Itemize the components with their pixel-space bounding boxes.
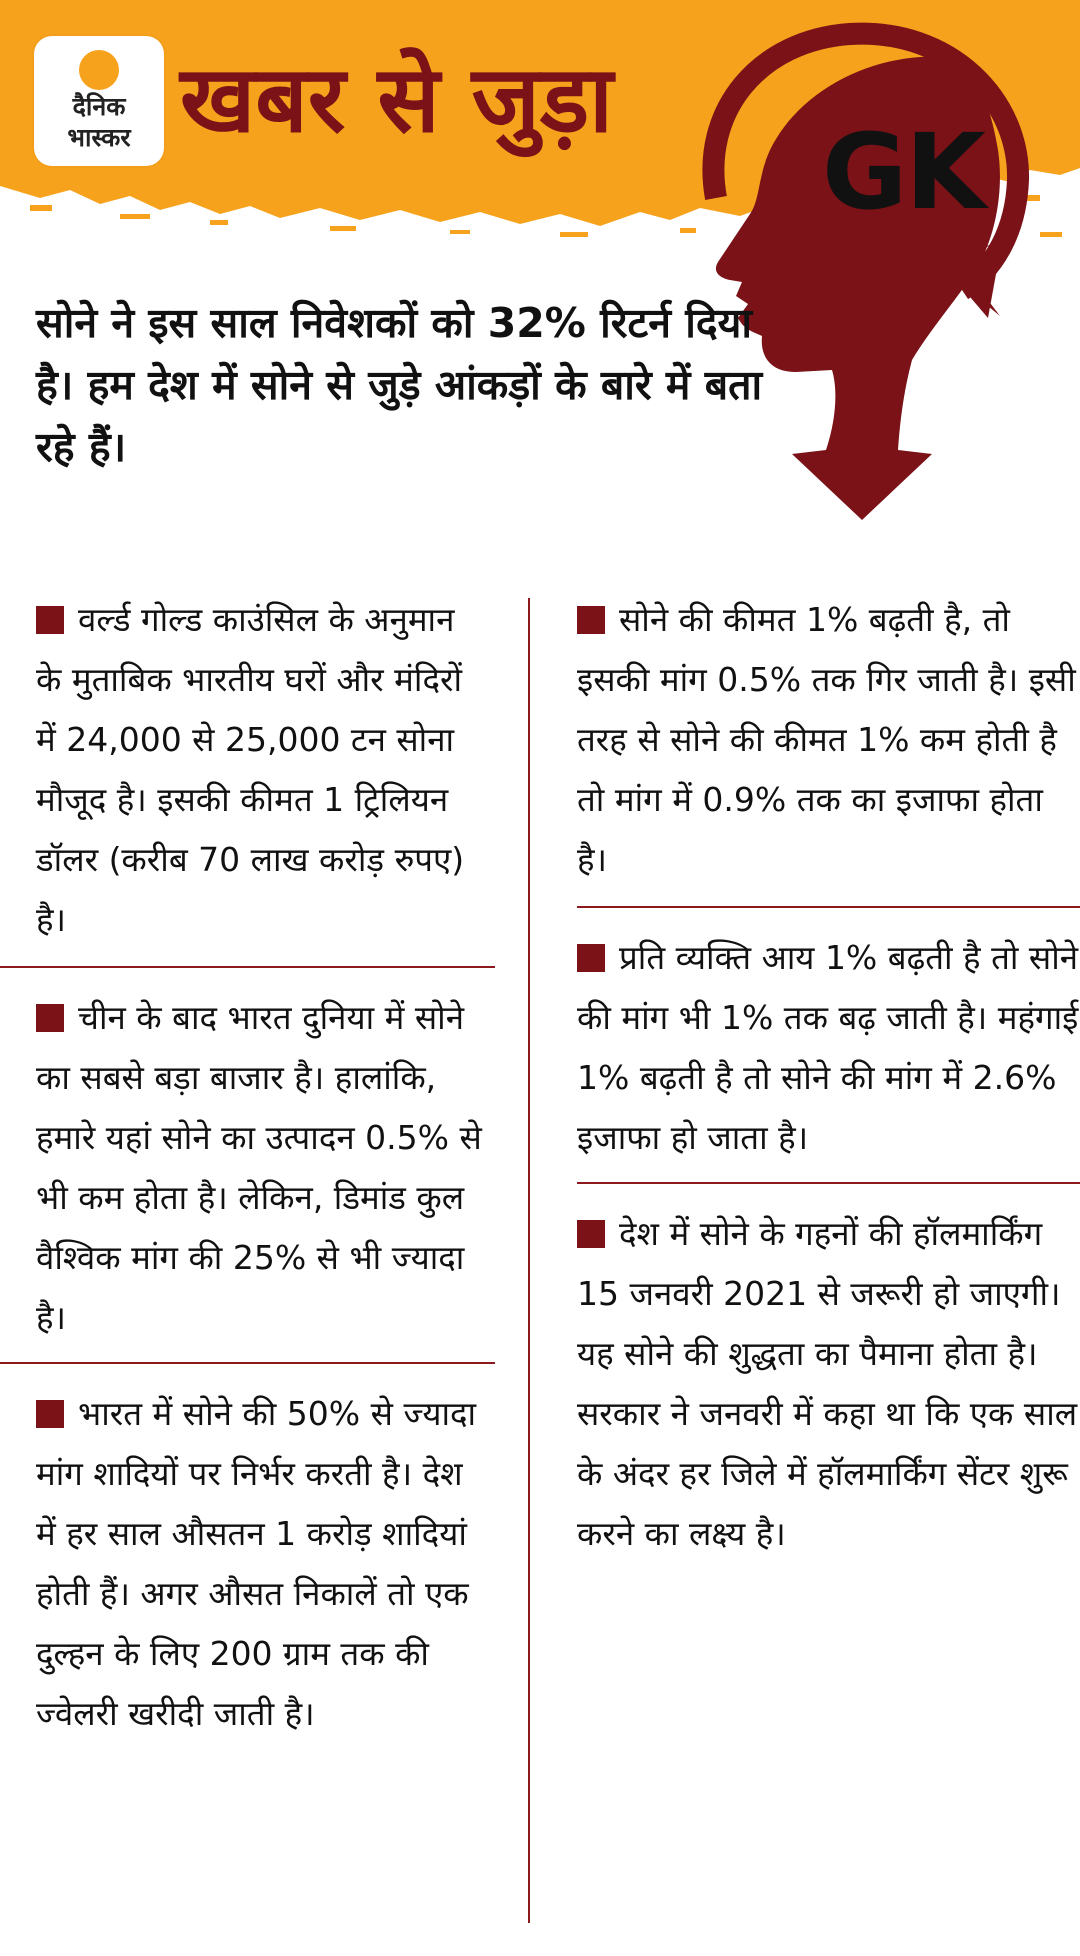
- square-bullet-icon: [577, 606, 605, 634]
- sun-icon: [79, 50, 119, 90]
- fact-text: वर्ल्ड गोल्ड काउंसिल के अनुमान के मुताबिक भारतीय घरों और मंदिरों में 24,000 से 25,000 टन सोना मौजूद है। इसकी कीमत 1 ट्रिलियन डॉलर (करीब 70 लाख करोड़ रुपए) है।: [36, 600, 465, 939]
- fact-text: भारत में सोने की 50% से ज्यादा मांग शादियों पर निर्भर करती है। देश में हर साल औसतन 1 करोड़ शादियां होती हैं। अगर औसत निकालें तो एक दुल्हन के लिए 200 ग्राम तक की ज्वेलरी खरीदी जाती है।: [36, 1394, 477, 1733]
- fact-item: [0, 1364, 495, 1744]
- fact-item: [577, 590, 1080, 906]
- square-bullet-icon: [577, 1220, 605, 1248]
- fact-item: [577, 1184, 1080, 1564]
- square-bullet-icon: [36, 1004, 64, 1032]
- logo-line-1: दैनिक: [72, 92, 126, 121]
- square-bullet-icon: [577, 944, 605, 972]
- dainik-bhaskar-logo[interactable]: [34, 36, 164, 166]
- fact-item: [577, 908, 1080, 1182]
- fact-item: [0, 968, 495, 1362]
- fact-item: [0, 590, 495, 966]
- square-bullet-icon: [36, 606, 64, 634]
- right-fact-column: [577, 590, 1080, 1564]
- header-title: खबर से जुड़ा: [180, 46, 613, 153]
- intro-text: सोने ने इस साल निवेशकों को 32% रिटर्न दिया है। हम देश में सोने से जुड़े आंकड़ों के बारे में बता रहे हैं।: [36, 299, 763, 471]
- fact-text: प्रति व्यक्ति आय 1% बढ़ती है तो सोने की मांग भी 1% तक बढ़ जाती है। महंगाई 1% बढ़ती है तो सोने की मांग में 2.6% इजाफा हो जाता है।: [577, 938, 1079, 1157]
- fact-text: चीन के बाद भारत दुनिया में सोने का सबसे बड़ा बाजार है। हालांकि, हमारे यहां सोने का उत्पादन 0.5% से भी कम होता है। लेकिन, डिमांड कुल वैश्विक मांग की 25% से भी ज्यादा है।: [36, 998, 482, 1337]
- left-fact-column: [0, 590, 495, 1744]
- column-divider: [528, 598, 530, 1923]
- fact-text: सोने की कीमत 1% बढ़ती है, तो इसकी मांग 0.5% तक गिर जाती है। इसी तरह से सोने की कीमत 1% कम होती है तो मांग में 0.9% तक का इजाफा होता है।: [577, 600, 1076, 879]
- fact-text: देश में सोने के गहनों की हॉलमार्किंग 15 जनवरी 2021 से जरूरी हो जाएगी। यह सोने की शुद्धता का पैमाना होता है। सरकार ने जनवरी में कहा था कि एक साल के अंदर हर जिले में हॉलमार्किंग सेंटर शुरू करने का लक्ष्य है।: [577, 1214, 1078, 1553]
- square-bullet-icon: [36, 1400, 64, 1428]
- gk-badge: GK: [822, 111, 984, 233]
- header-banner: [0, 0, 1080, 290]
- logo-line-2: भास्कर: [67, 123, 131, 152]
